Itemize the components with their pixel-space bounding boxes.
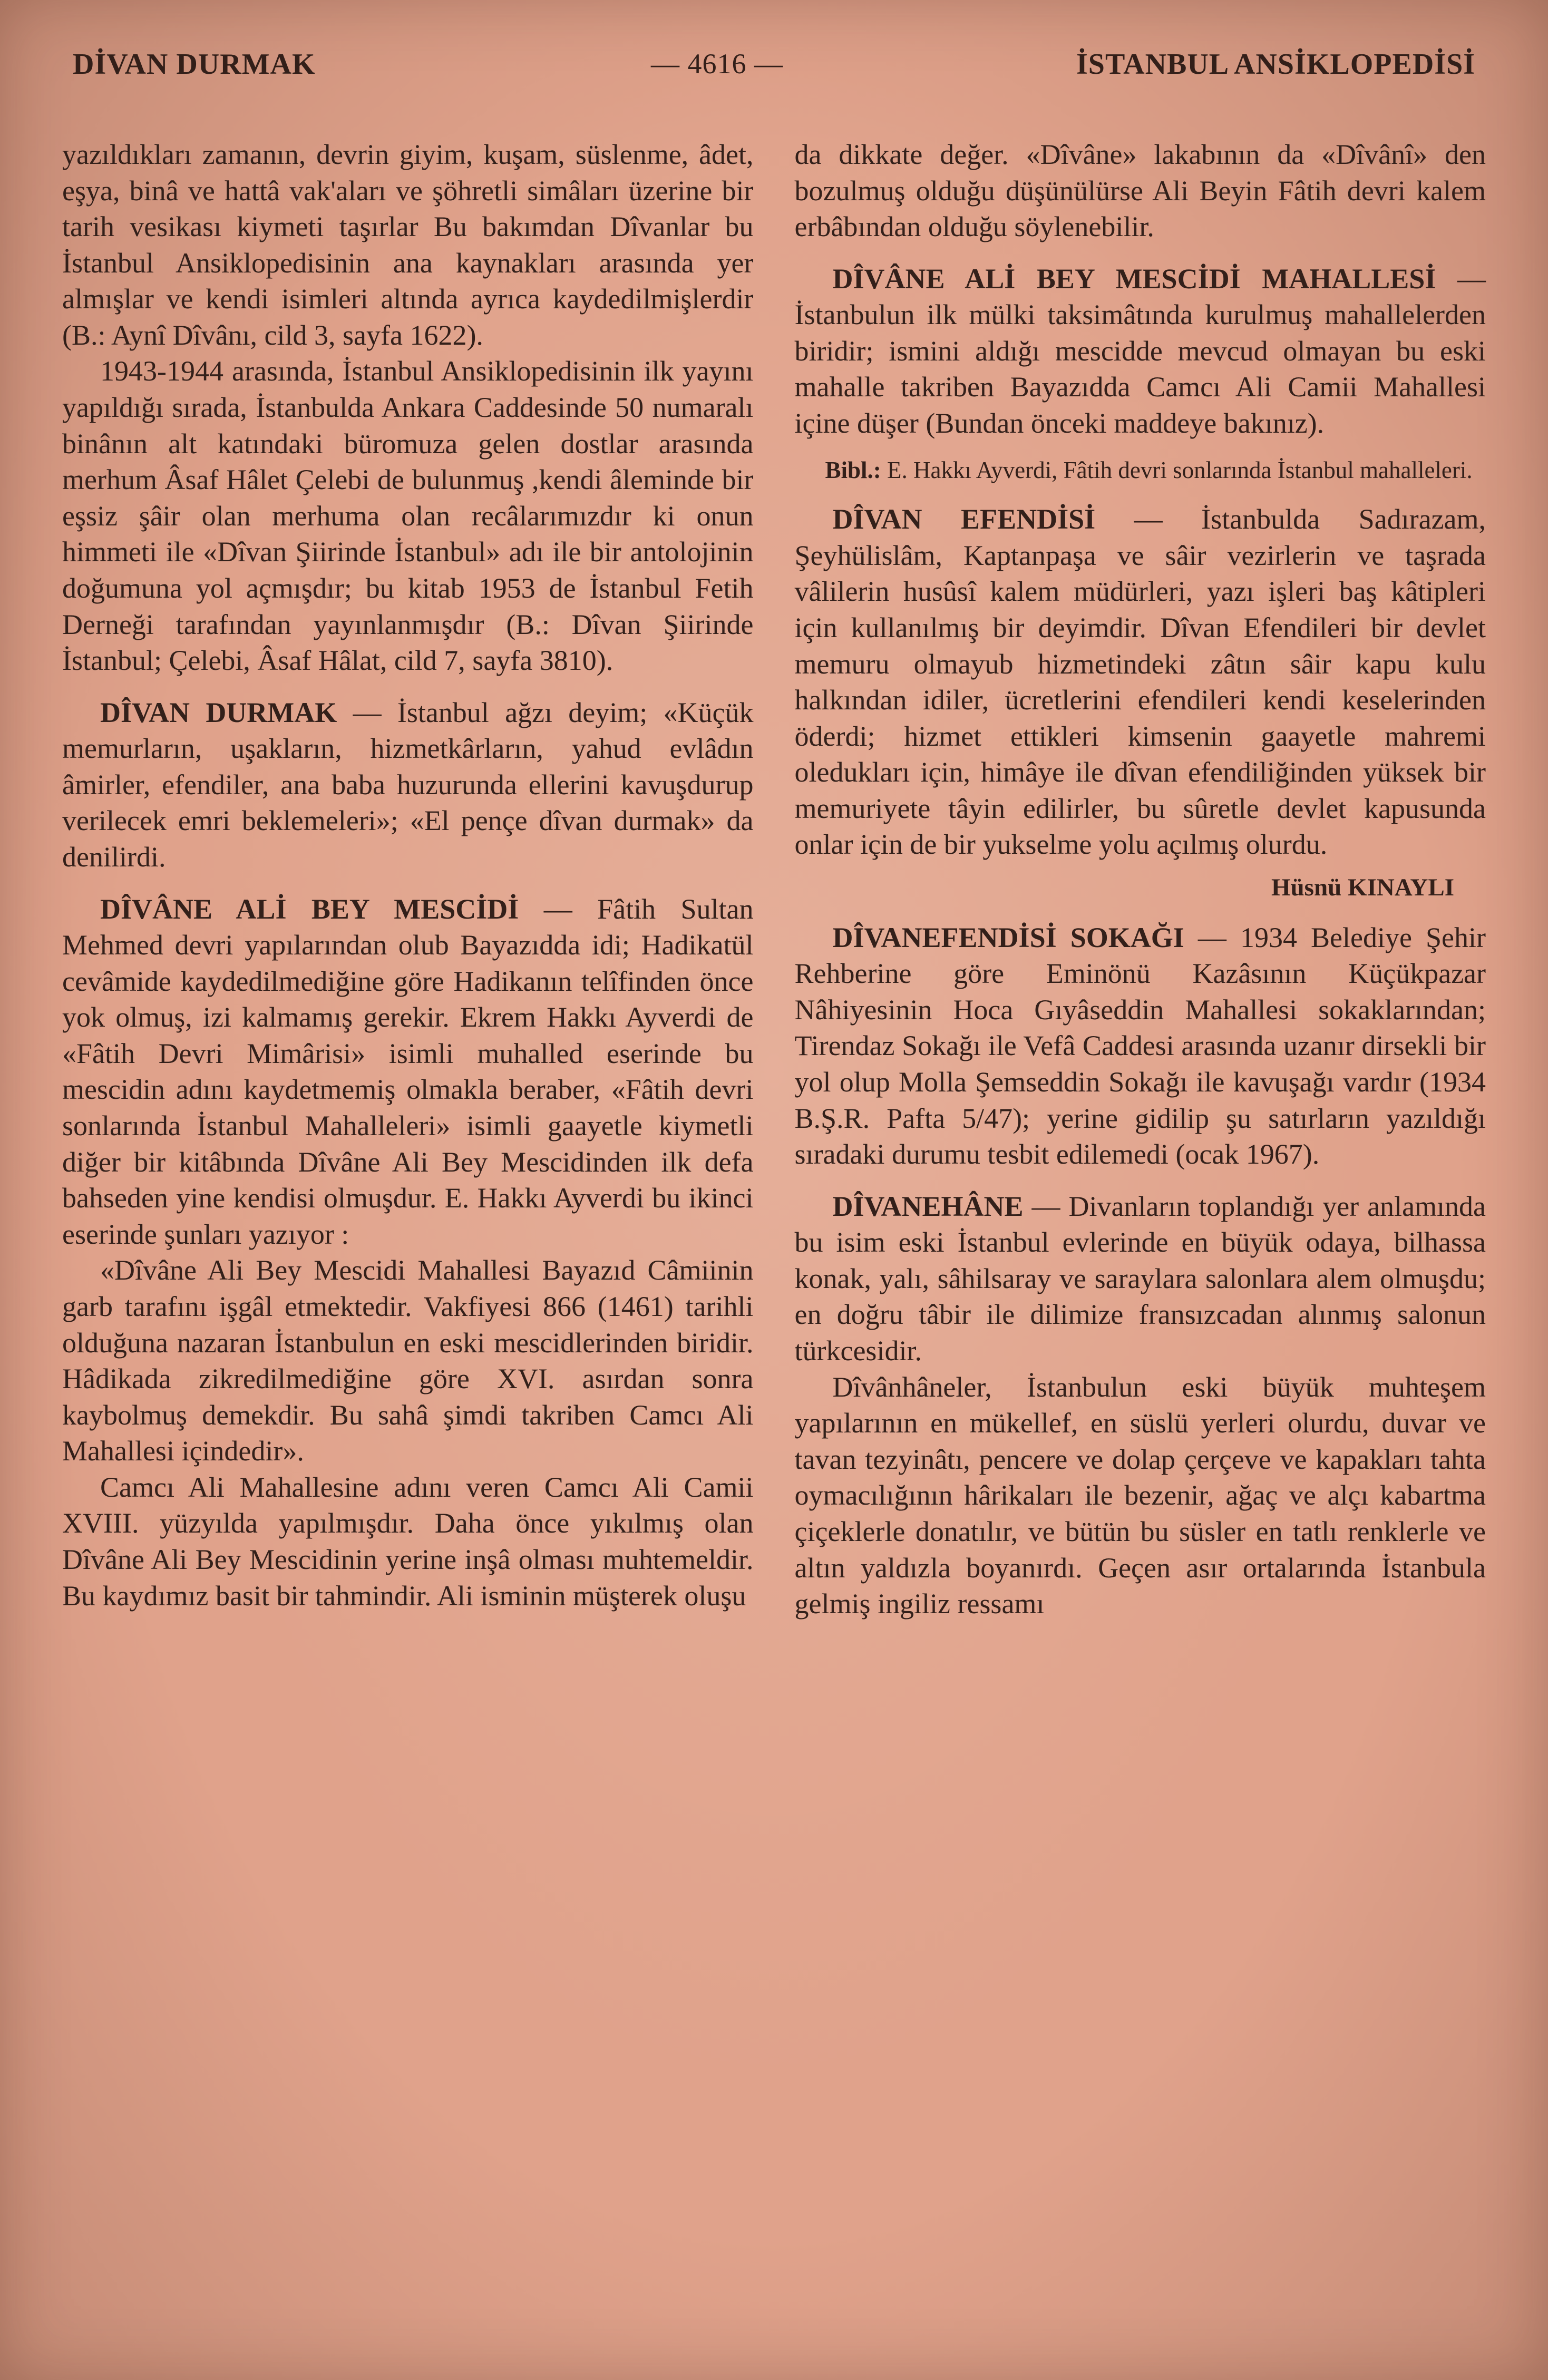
continuation-paragraph: da dikkate değer. «Dîvâne» lakabının da «Dîvânî» den bozulmuş olduğu düşünülürse Ali Beyin Fâtih devri kalem erbâbından olduğu söylenebilir. [794,139,1486,243]
entry-divan-durmak [62,695,754,875]
bibliography-label: Bibl.: [825,456,881,483]
entry-body: — İstanbulun ilk mülki taksimâtında kurulmuş mahallelerden biridir; ismini aldığı mescidde mevcud olmayan bu eski mahalle takriben Bayazıdda Camcı Ali Camii Mahallesi içine düşer (Bundan önceki maddeye bakınız). [794,262,1486,440]
entry-body: — İstanbul ağzı deyim; «Küçük memurların, uşakların, hizmetkârların, yahud evlâdın âmirler, efendiler, ana baba huzurunda ellerini kavuşdurup verilecek emri beklemeleri»; «El pençe dîvan durmak» da denilirdi. [62,696,754,873]
entry-divane-ali-bey-mescidi-mahallesi [795,261,1486,442]
bibliography-note [795,455,1486,486]
entry-body: — İstanbulda Sadırazam, Şeyhülislâm, Kaptanpaşa ve sâir vezirlerin ve taşrada vâlilerin husûsî kalem müdürleri, yazı işleri baş kâtipleri için kullanılmış bir deyimdir. Dîvan Efendileri bir devlet memuru olmayub hizmetindeki zâtın sâir kapu kulu halkından idiler, ücretlerini efendileri kendi keselerinden öderdi; hizmet ettikleri kimsenin gaayetle mahremi oledukları için, himâye ile dîvan efendiliğinden yüksek bir memuriyete tâyin edilirler, bu sûretle devlet kapusunda onlar için de bir yukselme yolu açılmış olurdu. [794,503,1486,861]
page-number: — 4616 — [650,48,783,80]
quote-paragraph: «Dîvâne Ali Bey Mescidi Mahallesi Bayazıd Câmiinin garb tarafını işgâl etmektedir. Vakfiyesi 866 (1461) tarihli olduğuna nazaran İstanbulun en eski mescidlerinden biridir. Hâdikada zikredilmediğine göre XVI. asırdan sonra kaybolmuş demekdir. Bu sahâ şimdi takriben Camcı Ali Mahallesi içindedir». [62,1254,754,1467]
entry-divanefendisi-sokagi [795,920,1486,1173]
entry-divane-ali-bey-mescidi [62,891,754,1253]
entry-divanehane [795,1188,1486,1369]
bibliography-text: E. Hakkı Ayverdi, Fâtih devri sonlarında İstanbul mahalleleri. [887,456,1473,483]
continuation-paragraph: yazıldıkları zamanın, devrin giyim, kuşam, süslenme, âdet, eşya, binâ ve hattâ vak'aları ve şöhretli simâları üzerine bir tarih vesikası kiymeti taşırlar Bu bakımdan Dîvanlar bu İstanbul Ansiklopedisinin ana kaynakları arasında yer almışlar ve kendi isimleri altında ayrıca kaydedilmişlerdir (B.: Aynî Dîvânı, cild 3, sayfa 1622). [62,139,754,351]
entry-body: — 1934 Belediye Şehir Rehberine göre Eminönü Kazâsının Küçükpazar Nâhiyesinin Hoca Gıyâseddin Mahallesi sokaklarından; Tirendaz Sokağı ile Vefâ Caddesi arasında uzanır dirsekli bir yol olup Molla Şemseddin Sokağı ile kavuşağı vardır (1934 B.Ş.R. Pafta 5/47); yerine gidilip şu satırların yazıldığı sıradaki durumu tesbit edilemedi (ocak 1967). [794,921,1486,1171]
running-head [62,47,1486,81]
text-columns [62,136,1486,1622]
entry-headword: DÎVAN EFENDİSİ [832,503,1096,535]
entry-headword: DÎVÂNE ALİ BEY MESCİDİ [100,893,519,925]
entry-divan-efendisi [795,501,1486,863]
entry-body: — Divanların toplandığı yer anlamında bu isim eski İstanbul evlerinde en büyük odaya, bilhassa konak, yalı, sâhilsaray ve saraylara salonlara alem olmuşdu; en doğru tâbir ile dilimize fransızcadan alınmış salonun türkcesidir. [794,1190,1486,1367]
author-signature: Hüsnü KINAYLI [1271,874,1454,901]
running-title-left: DİVAN DURMAK [73,48,316,81]
paragraph-1943-1944: 1943-1944 arasında, İstanbul Ansiklopedisinin ilk yayını yapıldığı sırada, İstanbulda Ankara Caddesinde 50 numaralı binânın alt katındaki büromuza gelen dostlar arasında merhum Âsaf Hâlet Çelebi de bulunmuş ,kendi âleminde bir eşsiz şâir olan merhuma olan recâlarımızdır ki onun himmeti ile «Dîvan Şiirinde İstanbul» adı ile bir antolojinin doğumuna yol açmışdır; bu kitab 1953 de İstanbul Fetih Derneği tarafından yayınlanmışdır (B.: Dîvan Şiirinde İstanbul; Çelebi, Âsaf Hâlat, cild 7, sayfa 3810). [62,355,754,677]
running-title-right: İSTANBUL ANSİKLOPEDİSİ [1076,48,1475,81]
entry-headword: DÎVÂNE ALİ BEY MESCİDİ MAHALLESİ [832,262,1436,295]
camci-ali-paragraph: Camcı Ali Mahallesine adını veren Camcı Ali Camii XVIII. yüzyılda yapılmışdır. Daha önce yıkılmış olan Dîvâne Ali Bey Mescidinin yerine inşâ olması muhtemeldir. Bu kaydımız basit bir tahmindir. Ali isminin müşterek oluşu [62,1471,754,1612]
entry-body: — Fâtih Sultan Mehmed devri yapılarından olub Bayazıdda idi; Hadikatül cevâmide kaydedilmediğine göre Hadikanın telîfinden önce yok olmuş, izi kalmamış gerekir. Ekrem Hakkı Ayverdi de «Fâtih Devri Mimârisi» isimli muhalled eserinde bu mescidin adını kaydetmemiş olmakla beraber, «Fâtih devri sonlarında İstanbul Mahalleleri» isimli gaayetle kiymetli diğer bir kitâbında Dîvâne Ali Bey Mescidinden ilk defa bahseden yine kendisi olmuşdur. E. Hakkı Ayverdi bu ikinci eserinde şunları yazıyor : [62,893,754,1250]
right-column [795,136,1486,1622]
entry-headword: DÎVANEFENDİSİ SOKAĞI [832,921,1184,953]
entry-headword: DÎVAN DURMAK [100,696,337,728]
entry-headword: DÎVANEHÂNE [832,1190,1024,1222]
divanhaneler-paragraph: Dîvânhâneler, İstanbulun eski büyük muhteşem yapılarının en mükellef, en süslü yerleri olurdu, duvar ve tavan tezyinâtı, pencere ve dolap çerçeve ve kapakları tahta oymacılığının hârikaları ile bezenir, ağaç ve alçı kabartma çiçeklerle donatılır, ve bütün bu süsler en tatlı renklerle ve altın yaldızla boyanırdı. Geçen asır ortalarında İstanbula gelmiş ingiliz ressamı [794,1371,1486,1620]
left-column [62,136,754,1622]
